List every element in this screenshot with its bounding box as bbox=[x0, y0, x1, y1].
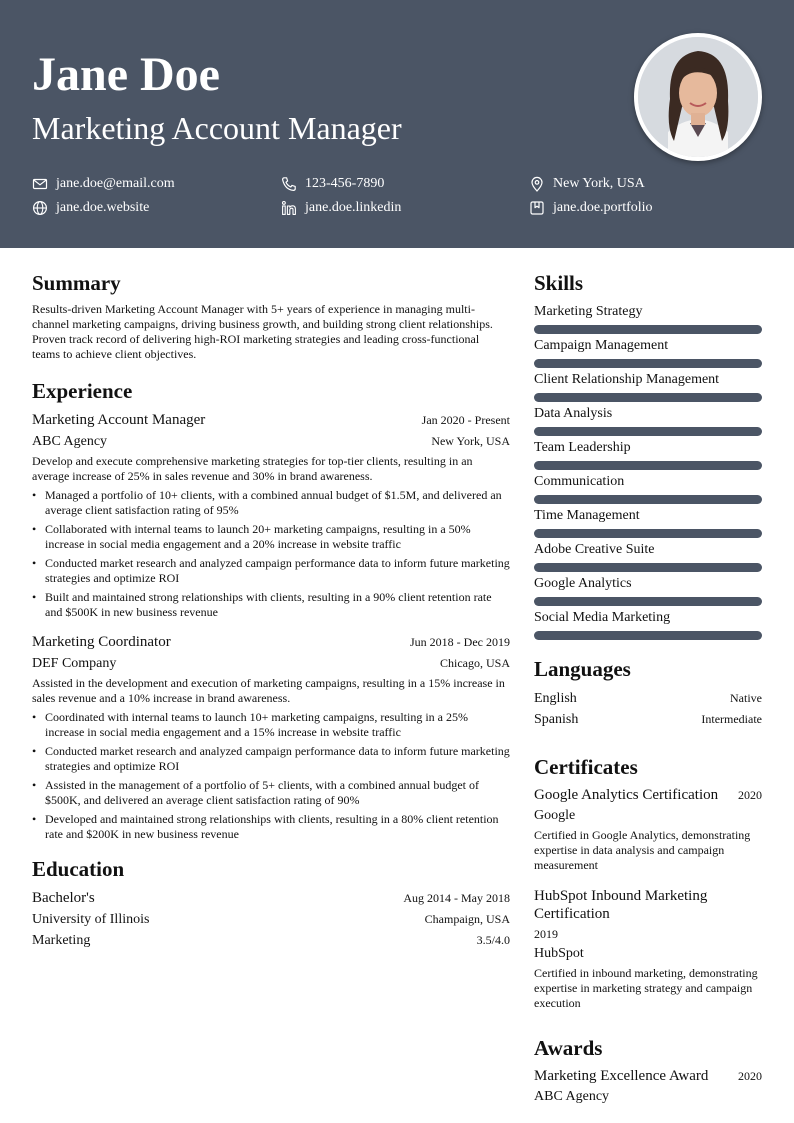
job-description: Assisted in the development and execution of marketing campaigns, resulting in a 15% increase in sales revenue and a 10% increase in brand awareness. bbox=[32, 676, 505, 705]
language-level: Intermediate bbox=[701, 712, 762, 726]
job-bullet: • Assisted in the management of a portfolio of 5+ clients, with a combined annual budget of $500K, and delivered an average client satisfaction rating of 90% bbox=[32, 778, 510, 808]
job-bullet: • Collaborated with internal teams to launch 20+ marketing campaigns, resulting in a 50% increase in social media engagement and a 20% increase in website traffic bbox=[32, 522, 510, 552]
skill-level-bar bbox=[534, 495, 762, 504]
awards-heading: Awards bbox=[534, 1036, 603, 1060]
certificate-year: 2020 bbox=[738, 788, 762, 802]
certificate-name: HubSpot Inbound Marketing Certification bbox=[534, 888, 708, 922]
linkedin-icon bbox=[281, 200, 297, 216]
language-item bbox=[534, 688, 762, 709]
skill-name: Campaign Management bbox=[534, 338, 669, 353]
profile-photo-image bbox=[638, 37, 758, 157]
certificate-name: Google Analytics Certification bbox=[534, 787, 719, 803]
skill-item bbox=[534, 506, 762, 538]
language-name: English bbox=[534, 691, 577, 706]
skill-name: Social Media Marketing bbox=[534, 610, 671, 625]
skill-item bbox=[534, 370, 762, 402]
skill-name: Marketing Strategy bbox=[534, 304, 643, 319]
contact-website[interactable] bbox=[32, 199, 149, 217]
skill-level-bar bbox=[534, 393, 762, 402]
email-icon bbox=[32, 176, 48, 192]
main-column bbox=[32, 268, 510, 951]
award-name: Marketing Excellence Award bbox=[534, 1068, 709, 1084]
skill-name: Communication bbox=[534, 474, 625, 489]
summary-text: Results-driven Marketing Account Manager with 5+ years of experience in managing multi-channel marketing campaigns, driving business growth, and building strong client relationships. Proven track record of delivering high-ROI marketing strategies and leading cross-functional teams to achieve client objectives. bbox=[32, 302, 493, 361]
resume-header bbox=[0, 0, 794, 248]
job-bullets bbox=[32, 710, 510, 842]
job-location: New York, USA bbox=[431, 434, 510, 448]
side-column bbox=[534, 268, 762, 1107]
experience-entry bbox=[32, 410, 510, 620]
contact-phone-text: 123-456-7890 bbox=[305, 176, 385, 191]
skill-name: Client Relationship Management bbox=[534, 372, 720, 387]
skill-name: Team Leadership bbox=[534, 440, 631, 455]
education-dates: Aug 2014 - May 2018 bbox=[403, 891, 510, 905]
job-bullet: • Developed and maintained strong relationships with clients, resulting in a 80% client retention rate and $200K in new business revenue bbox=[32, 812, 510, 842]
certificate-description: Certified in inbound marketing, demonstrating expertise in marketing strategy and campaign execution bbox=[534, 966, 758, 1010]
skill-name: Google Analytics bbox=[534, 576, 632, 591]
location-pin-icon bbox=[529, 176, 545, 192]
skill-item bbox=[534, 438, 762, 470]
skills-heading: Skills bbox=[534, 271, 584, 295]
certificates-heading: Certificates bbox=[534, 755, 638, 779]
education-location: Champaign, USA bbox=[424, 912, 510, 926]
skill-item bbox=[534, 404, 762, 436]
contact-email-text: jane.doe@email.com bbox=[56, 176, 175, 191]
contact-linkedin-text: jane.doe.linkedin bbox=[305, 200, 402, 215]
certificate-issuer: Google bbox=[534, 808, 576, 823]
skill-item bbox=[534, 574, 762, 606]
job-bullet: • Conducted market research and analyzed campaign performance data to inform future marketing strategies and optimize ROI bbox=[32, 744, 510, 774]
experience-entry bbox=[32, 632, 510, 842]
job-title: Marketing Account Manager bbox=[32, 412, 206, 428]
language-name: Spanish bbox=[534, 712, 579, 727]
summary-heading: Summary bbox=[32, 271, 121, 295]
skill-item bbox=[534, 540, 762, 572]
skill-level-bar bbox=[534, 597, 762, 606]
award-year: 2020 bbox=[738, 1069, 762, 1083]
candidate-name: Jane Doe bbox=[32, 48, 220, 101]
contact-email[interactable] bbox=[32, 175, 175, 193]
portfolio-icon bbox=[529, 200, 545, 216]
contact-portfolio[interactable] bbox=[529, 199, 653, 217]
contact-linkedin[interactable] bbox=[281, 199, 401, 217]
language-level: Native bbox=[730, 691, 762, 705]
job-company: ABC Agency bbox=[32, 434, 108, 449]
education-entry bbox=[32, 888, 510, 951]
skill-item bbox=[534, 472, 762, 504]
languages-heading: Languages bbox=[534, 657, 631, 681]
job-bullet: • Coordinated with internal teams to launch 10+ marketing campaigns, resulting in a 25% increase in social media engagement and a 15% increase in website traffic bbox=[32, 710, 510, 740]
profile-photo bbox=[634, 33, 762, 161]
award-item bbox=[534, 1067, 762, 1107]
skill-name: Time Management bbox=[534, 508, 640, 523]
contact-portfolio-text: jane.doe.portfolio bbox=[553, 200, 653, 215]
skill-item bbox=[534, 608, 762, 640]
education-field: Marketing bbox=[32, 933, 91, 948]
job-bullets bbox=[32, 488, 510, 620]
skill-level-bar bbox=[534, 631, 762, 640]
certificate-year: 2019 bbox=[534, 927, 558, 941]
skill-level-bar bbox=[534, 427, 762, 436]
job-title: Marketing Coordinator bbox=[32, 634, 171, 650]
contact-location-text: New York, USA bbox=[553, 176, 645, 191]
skill-item bbox=[534, 302, 762, 334]
phone-icon bbox=[281, 176, 297, 192]
certificate-issuer: HubSpot bbox=[534, 946, 584, 961]
skill-name: Adobe Creative Suite bbox=[534, 542, 655, 557]
skill-name: Data Analysis bbox=[534, 406, 613, 421]
education-degree: Bachelor's bbox=[32, 890, 95, 906]
certificates-list bbox=[534, 786, 762, 1011]
language-item bbox=[534, 709, 762, 730]
job-bullet: • Conducted market research and analyzed campaign performance data to inform future marketing strategies and optimize ROI bbox=[32, 556, 510, 586]
skill-level-bar bbox=[534, 325, 762, 334]
job-bullet: • Built and maintained strong relationships with clients, resulting in a 90% client retention rate and $500K in new business revenue bbox=[32, 590, 510, 620]
skill-level-bar bbox=[534, 529, 762, 538]
languages-list bbox=[534, 688, 762, 730]
experience-heading: Experience bbox=[32, 379, 133, 403]
certificate-item bbox=[534, 786, 762, 873]
education-gpa: 3.5/4.0 bbox=[476, 933, 510, 947]
skill-level-bar bbox=[534, 359, 762, 368]
education-heading: Education bbox=[32, 857, 125, 881]
candidate-title: Marketing Account Manager bbox=[32, 110, 402, 146]
award-issuer: ABC Agency bbox=[534, 1089, 610, 1104]
job-bullet: • Managed a portfolio of 10+ clients, with a combined annual budget of $1.5M, and delivered an average client satisfaction rating of 95% bbox=[32, 488, 510, 518]
globe-icon bbox=[32, 200, 48, 216]
job-dates: Jun 2018 - Dec 2019 bbox=[410, 635, 510, 649]
job-description: Develop and execute comprehensive marketing strategies for top-tier clients, resulting in an average increase of 25% in sales revenue and 30% in brand awareness. bbox=[32, 454, 473, 483]
job-location: Chicago, USA bbox=[440, 656, 510, 670]
job-company: DEF Company bbox=[32, 656, 117, 671]
contact-phone[interactable] bbox=[281, 175, 384, 193]
certificate-description: Certified in Google Analytics, demonstrating expertise in data analysis and campaign measurement bbox=[534, 828, 751, 872]
skills-list bbox=[534, 302, 762, 640]
contact-website-text: jane.doe.website bbox=[56, 200, 150, 215]
job-dates: Jan 2020 - Present bbox=[421, 413, 510, 427]
skill-item bbox=[534, 336, 762, 368]
education-school: University of Illinois bbox=[32, 912, 150, 927]
skill-level-bar bbox=[534, 461, 762, 470]
contact-location bbox=[529, 175, 645, 193]
certificate-item bbox=[534, 887, 762, 1011]
skill-level-bar bbox=[534, 563, 762, 572]
